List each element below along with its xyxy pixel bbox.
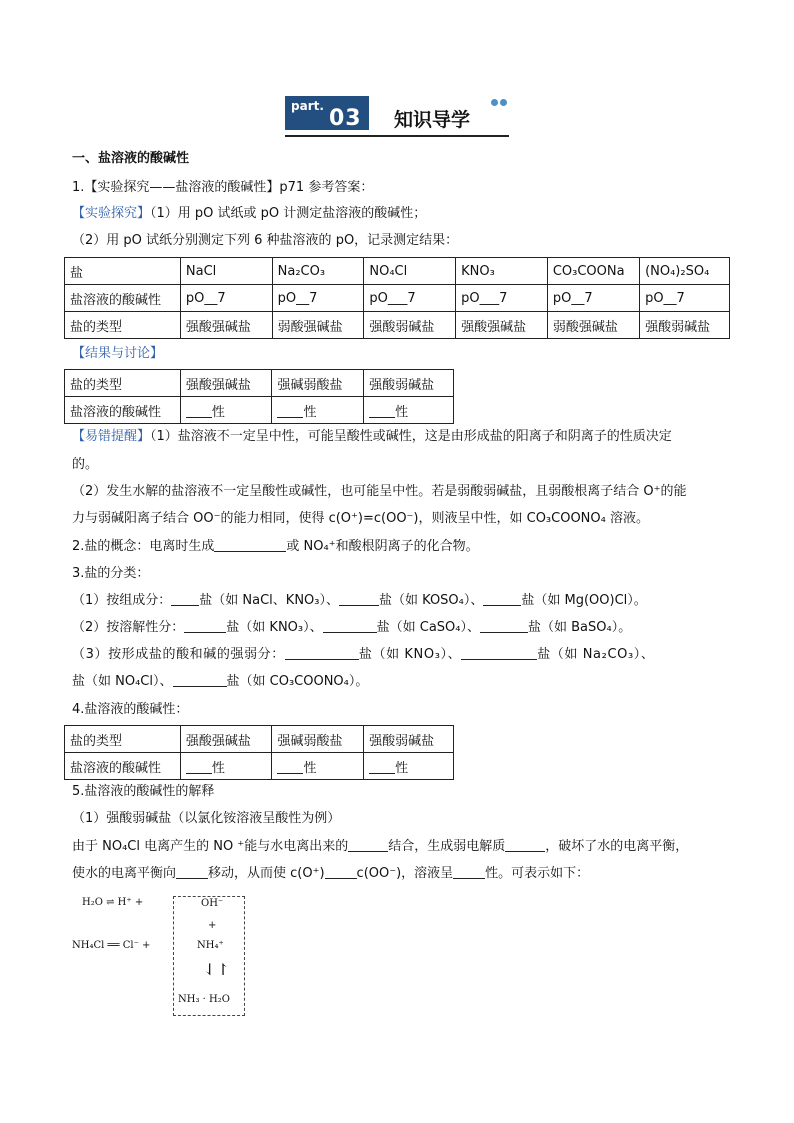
cell-text: 盐溶液的酸碱性 (70, 292, 162, 308)
item3-l4 (72, 673, 368, 691)
plus-sign: + (208, 920, 217, 931)
cell-text: 强酸强碱盐 (185, 733, 251, 749)
text: 盐（如 Na₂CO₃）、 (537, 647, 655, 662)
text: 移动，从而使 c(O⁺) (208, 866, 325, 881)
item5-p2 (72, 865, 589, 883)
cell-text: 弱酸强碱盐 (552, 319, 618, 335)
cell-text: 强酸弱碱盐 (645, 319, 711, 335)
table-cell (364, 285, 456, 312)
item1-step1-line (72, 205, 426, 223)
item3-l1 (72, 592, 647, 610)
table-cell (364, 397, 454, 424)
table-cell (364, 312, 456, 339)
warn-tag: 【易错提醒】 (72, 429, 151, 444)
table-cell (180, 397, 272, 424)
cell-text: 盐的类型 (70, 319, 123, 335)
table-cell (180, 258, 272, 285)
blank (186, 761, 212, 774)
item1-step1: （1）用 pO 试纸或 pO 计测定盐溶液的酸碱性； (150, 206, 427, 221)
item3-l2 (72, 619, 631, 637)
table-cell (65, 370, 181, 397)
cell-text: 强酸弱碱盐 (369, 377, 435, 393)
page-title: 知识导学 (394, 109, 471, 131)
table-cell (364, 370, 454, 397)
warn-p1b: 的。 (72, 457, 99, 472)
table-cell (272, 753, 364, 780)
text: c(OO⁻)，溶液呈 (356, 866, 454, 881)
cell-text: pO__7 (185, 290, 226, 306)
ph-result-table (64, 257, 730, 339)
header-underline (285, 135, 509, 137)
blank (186, 405, 212, 418)
text: 结合，生成弱电解质 (388, 839, 506, 854)
cell-text: 性 (395, 760, 409, 776)
cell-text: 强酸强碱盐 (185, 377, 251, 393)
item5-heading: 5.盐溶液的酸碱性的解释 (72, 784, 215, 799)
table-cell (640, 312, 730, 339)
result-tag: 【结果与讨论】 (72, 346, 164, 361)
cell-text: pO___7 (461, 290, 508, 306)
blank (461, 647, 537, 660)
text: 由于 NO₄Cl 电离产生的 NO ⁺能与水电离出来的 (72, 839, 349, 854)
text: 盐（如 NO₄Cl）、 (72, 674, 173, 689)
cell-text: 强酸强碱盐 (185, 319, 251, 335)
blank (285, 647, 359, 660)
cell-text: KNO₃ (461, 263, 495, 279)
blank (348, 839, 388, 852)
blank (176, 866, 208, 879)
item2-line (72, 538, 479, 556)
blank (369, 761, 395, 774)
warn-p2a: （2）发生水解的盐溶液不一定呈酸性或碱性，也可能呈中性。若是弱酸弱碱盐，且弱酸根离子结合 O⁺的能 (72, 484, 687, 499)
blank (453, 866, 485, 879)
table-cell (640, 258, 730, 285)
table-cell (65, 753, 181, 780)
part-badge (285, 96, 369, 130)
item1-step2: （2）用 pO 试纸分别测定下列 6 种盐溶液的 pO，记录测定结果： (72, 233, 459, 248)
cell-text: 性 (303, 404, 317, 420)
cell-text: 盐溶液的酸碱性 (70, 760, 162, 776)
cell-text: Na₂CO₃ (277, 263, 326, 279)
part-number: 03 (329, 106, 362, 131)
blank (214, 539, 286, 552)
text: 盐（如 BaSO₄）。 (527, 620, 632, 635)
part-label: part. (291, 99, 324, 113)
table-cell (456, 285, 548, 312)
item2-text-a: 2.盐的概念：电离时生成 (72, 539, 215, 554)
salt-ionization: NH₄Cl ══ Cl⁻ + (72, 940, 151, 951)
text: 盐（如 NaCl、KNO₃）、 (199, 593, 339, 608)
blank (277, 405, 303, 418)
text: （1）按组成分： (72, 593, 172, 608)
hydroxide-ion: OH⁻ (201, 898, 224, 909)
equilibrium-arrow-icon: ⇃↾ (203, 960, 230, 979)
blank (369, 405, 395, 418)
table-row (65, 753, 454, 780)
cell-text: NaCl (185, 263, 217, 279)
blank (277, 761, 303, 774)
table-cell (65, 285, 181, 312)
table-cell (65, 397, 181, 424)
table-cell (272, 397, 364, 424)
table-row (65, 285, 730, 312)
cell-text: 强碱弱酸盐 (277, 733, 343, 749)
blank (480, 620, 528, 633)
table-cell (272, 312, 364, 339)
table-cell (272, 370, 364, 397)
text: ，破坏了水的电离平衡， (545, 839, 689, 854)
cell-text: 盐 (70, 265, 84, 281)
table-cell (547, 312, 639, 339)
table-cell (640, 285, 730, 312)
cell-text: NO₄Cl (369, 263, 408, 279)
cell-text: pO___7 (369, 290, 416, 306)
text: 盐（如 CO₃COONO₄）。 (226, 674, 369, 689)
table-cell (65, 726, 181, 753)
text: 盐（如 CaSO₄）、 (376, 620, 480, 635)
item3-l3 (72, 646, 654, 664)
blank (173, 674, 227, 687)
blank (339, 593, 379, 606)
table-cell (180, 370, 272, 397)
blank (325, 866, 357, 879)
text: 盐（如 KNO₃）、 (358, 647, 462, 662)
cell-text: (NO₄)₂SO₄ (645, 263, 710, 279)
cell-text: 强酸弱碱盐 (369, 733, 435, 749)
cell-text: pO__7 (552, 290, 593, 306)
table-cell (456, 312, 548, 339)
warn-p1a-line (72, 428, 672, 446)
cell-text: pO__7 (645, 290, 685, 306)
blank (505, 839, 545, 852)
cell-text: 强酸强碱盐 (461, 319, 527, 335)
cell-text: 弱酸强碱盐 (277, 319, 343, 335)
item5-sub: （1）强酸弱碱盐（以氯化铵溶液呈酸性为例） (72, 811, 341, 826)
table-cell (272, 285, 364, 312)
text: 盐（如 Mg(OO)Cl）。 (521, 593, 647, 608)
warn-p1a: （1）盐溶液不一定呈中性，可能呈酸性或碱性，这是由形成盐的阳离子和阴离子的性质决定 (150, 429, 672, 444)
cell-text: 性 (303, 760, 317, 776)
ammonia-hydrate: NH₃ · H₂O (178, 994, 230, 1005)
item1-intro: 1.【实验探究——盐溶液的酸碱性】p71 参考答案： (72, 180, 374, 195)
text: 盐（如 KNO₃）、 (226, 620, 323, 635)
table-cell (180, 726, 272, 753)
table-cell (272, 726, 364, 753)
warn-p2b: 力与弱碱阳离子结合 OO⁻的能力相同，使得 c(O⁺)=c(OO⁻)，则液呈中性，如 CO₃COONO₄ 溶液。 (72, 511, 649, 526)
blank (171, 593, 199, 606)
blank (483, 593, 521, 606)
cell-text: pO__7 (277, 290, 318, 306)
text: （2）按溶解性分： (72, 620, 185, 635)
cell-text: CO₃COONa (552, 263, 625, 279)
cell-text: 盐的类型 (70, 377, 123, 393)
ammonium-ion: NH₄⁺ (197, 940, 224, 951)
item4-heading: 4.盐溶液的酸碱性： (72, 702, 189, 717)
water-ionization: H₂O ⇌ H⁺ + (82, 897, 144, 908)
table-cell (272, 258, 364, 285)
table-cell (364, 753, 454, 780)
cell-text: 强碱弱酸盐 (277, 377, 343, 393)
table-row (65, 370, 454, 397)
item2-text-b: 或 NO₄⁺和酸根阴离子的化合物。 (286, 539, 479, 554)
table-cell (547, 258, 639, 285)
cell-text: 性 (395, 404, 409, 420)
table-cell (65, 312, 181, 339)
table-cell (180, 285, 272, 312)
blank (184, 620, 226, 633)
table-cell (364, 258, 456, 285)
table-cell (364, 726, 454, 753)
table-row (65, 258, 730, 285)
cell-text: 盐溶液的酸碱性 (70, 404, 162, 420)
table-cell (180, 312, 272, 339)
cell-text: 性 (211, 404, 225, 420)
cell-text: 强酸弱碱盐 (369, 319, 435, 335)
ionization-diagram (72, 893, 272, 1018)
item5-p1 (72, 838, 688, 856)
table-row (65, 726, 454, 753)
text: 盐（如 KOSO₄）、 (379, 593, 484, 608)
cell-text: 盐的类型 (70, 733, 123, 749)
experiment-tag: 【实验探究】 (72, 206, 151, 221)
section-heading: 一、盐溶液的酸碱性 (72, 151, 190, 166)
decorative-dots-icon (491, 95, 509, 110)
table-cell (180, 753, 272, 780)
table-cell (65, 258, 181, 285)
table-row (65, 397, 454, 424)
section-header (285, 93, 509, 139)
table-cell (547, 285, 639, 312)
text: 使水的电离平衡向 (72, 866, 177, 881)
text: 性。可表示如下： (485, 866, 590, 881)
salt-type-table-2 (64, 725, 454, 780)
text: （3）按形成盐的酸和碱的强弱分： (72, 647, 285, 662)
blank (323, 620, 377, 633)
cell-text: 性 (211, 760, 225, 776)
item3-heading: 3.盐的分类： (72, 566, 150, 581)
table-cell (456, 258, 548, 285)
salt-type-table-1 (64, 369, 454, 424)
table-row (65, 312, 730, 339)
